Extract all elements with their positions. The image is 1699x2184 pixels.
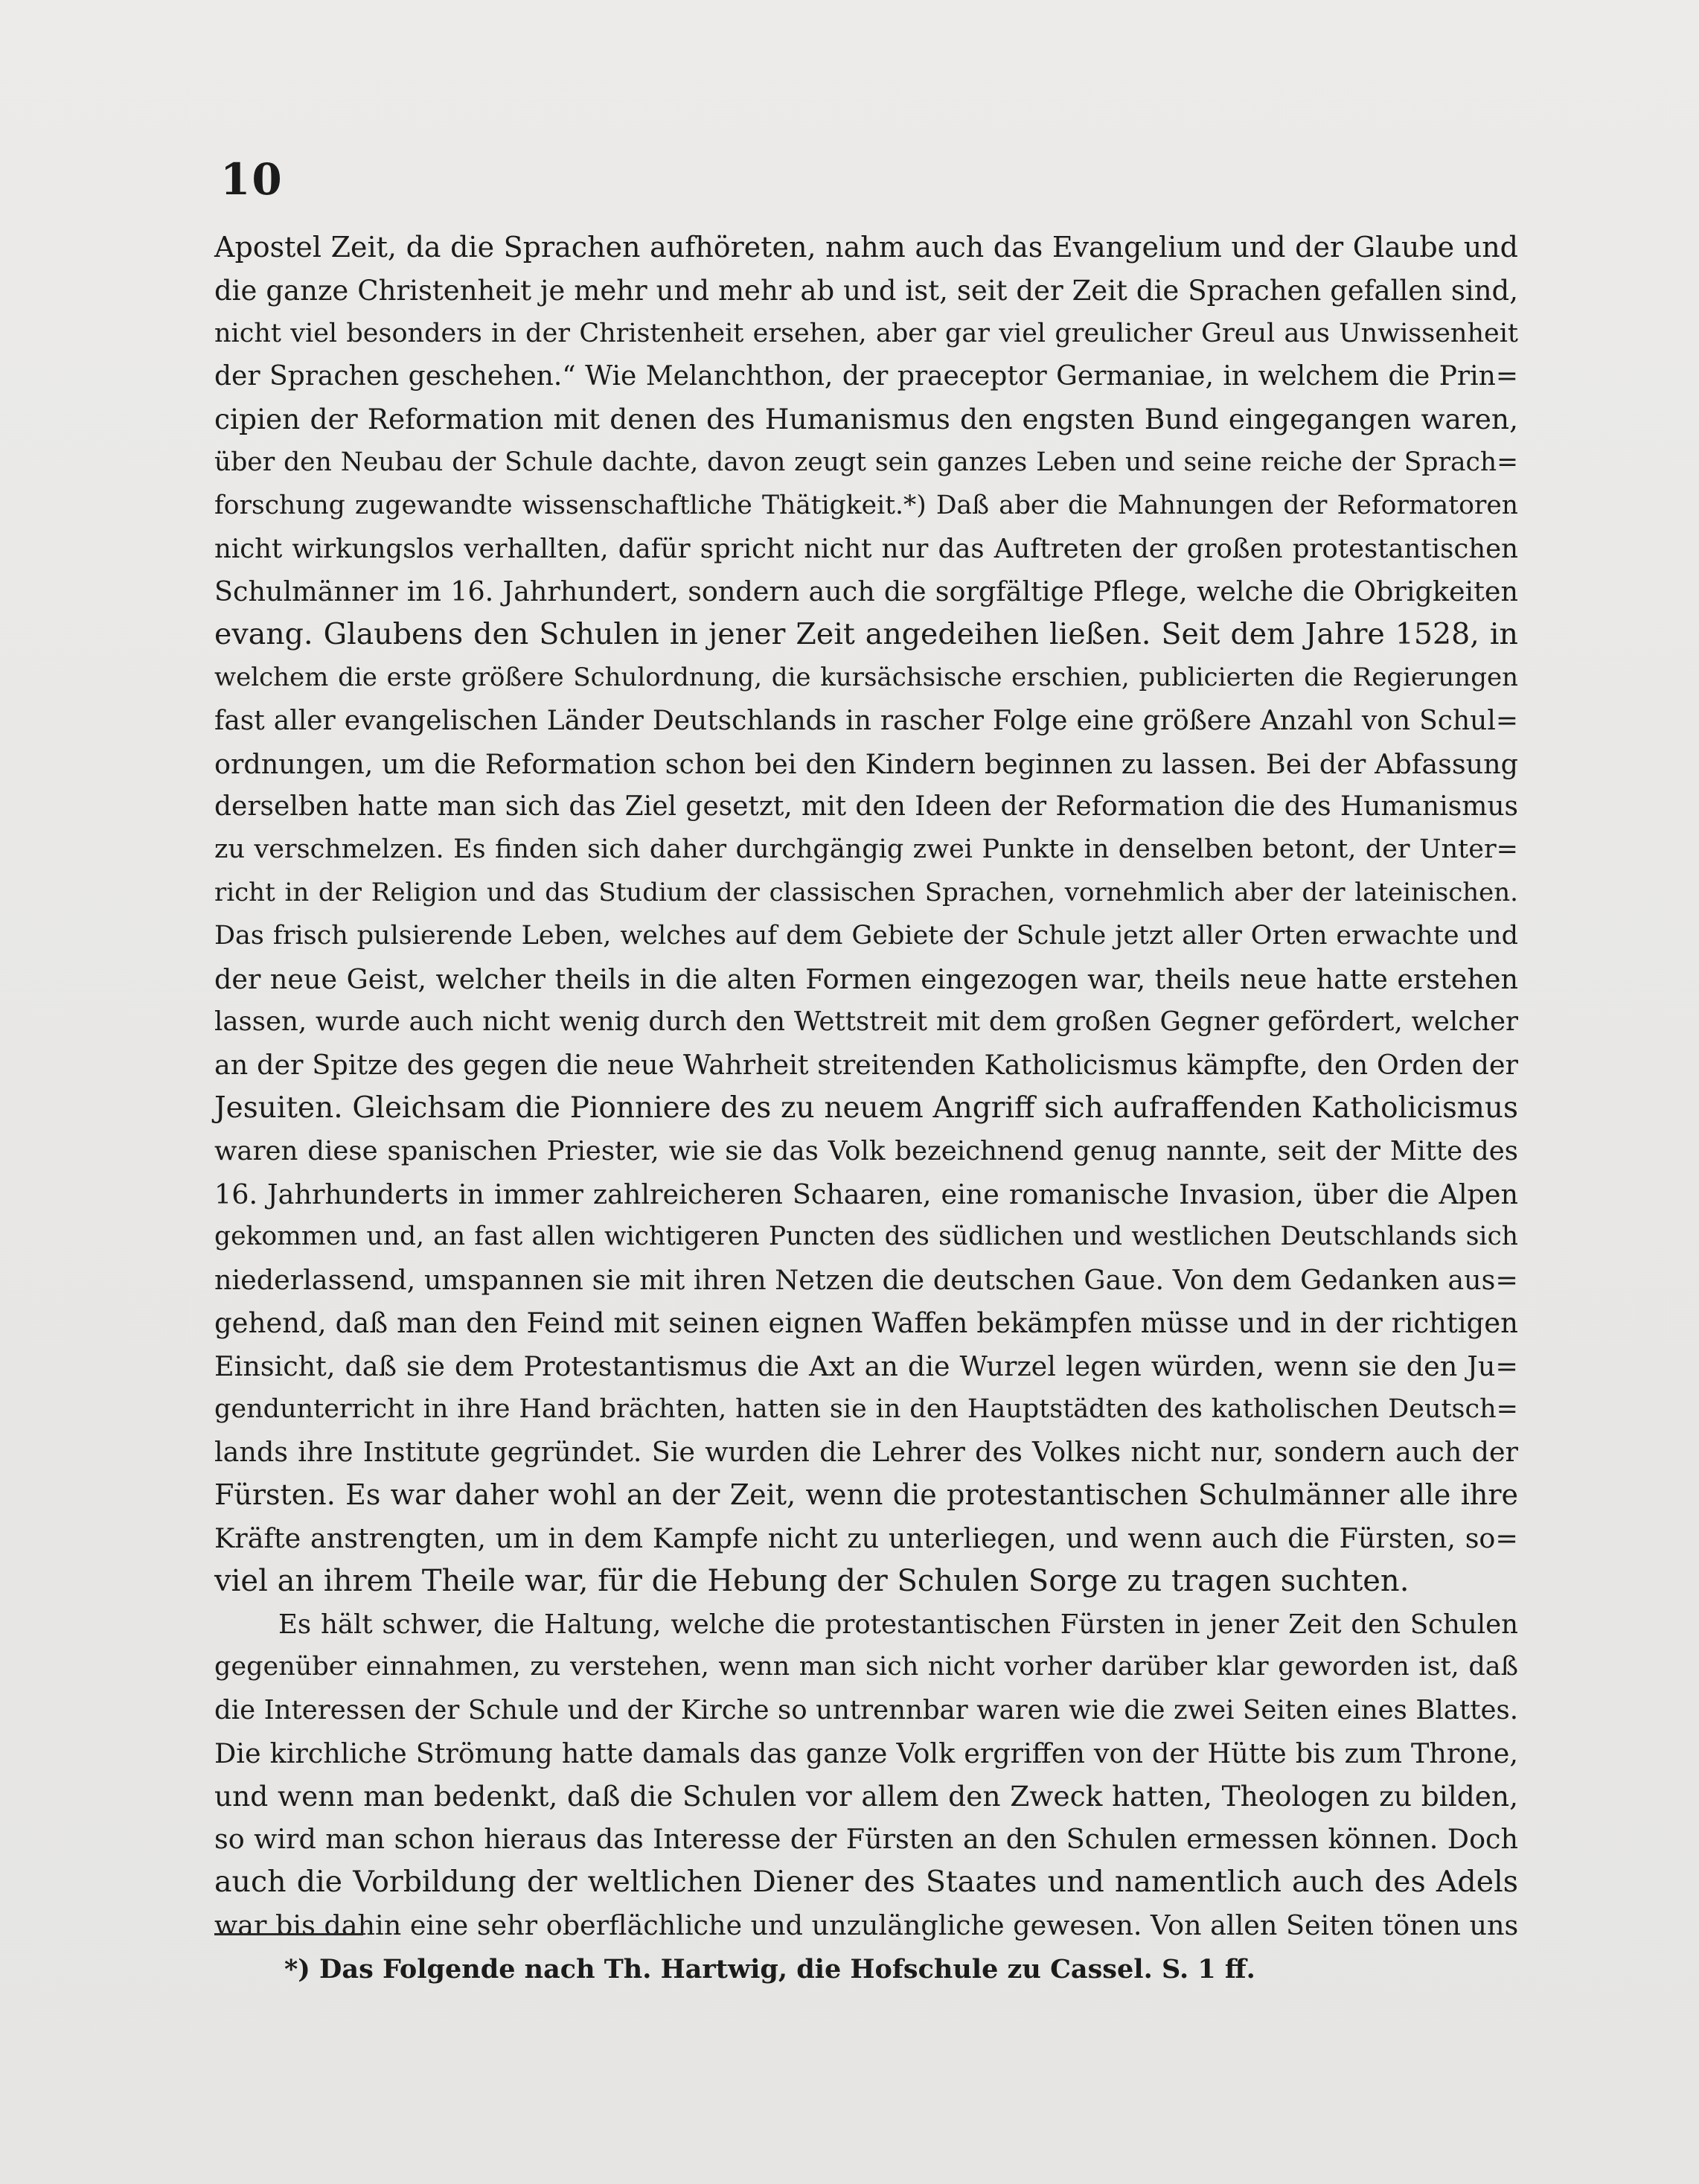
text-line: die Interessen der Schule und der Kirche so untrennbar waren wie die zwei Seiten eines Blattes.	[214, 1695, 1518, 1726]
text-line: der neue Geist, welcher theils in die alten Formen eingezogen war, theils neue hatte erstehen	[214, 962, 1518, 995]
text-line: Apostel Zeit, da die Sprachen aufhöreten, nahm auch das Evangelium und der Glaube und	[214, 231, 1518, 264]
text-line: und wenn man bedenkt, daß die Schulen vor allem den Zweck hatten, Theologen zu bilden,	[214, 1779, 1518, 1813]
text-line: derselben hatte man sich das Ziel gesetzt, mit den Ideen der Reformation die des Humanismus	[214, 791, 1518, 823]
footnote-rule	[214, 1933, 363, 1935]
text-line: welchem die erste größere Schulordnung, die kursächsische erschien, publicierten die Regierungen	[214, 662, 1518, 692]
body-text	[214, 226, 1518, 1947]
text-line: fast aller evangelischen Länder Deutschlands in rascher Folge eine größere Anzahl von Schul=	[214, 705, 1518, 736]
text-line: richt in der Religion und das Studium der classischen Sprachen, vornehmlich aber der lateinischen.	[214, 877, 1518, 907]
text-line: gegenüber einnahmen, zu verstehen, wenn man sich nicht vorher darüber klar geworden ist, daß	[214, 1652, 1518, 1682]
text-line: Das frisch pulsierende Leben, welches auf dem Gebiete der Schule jetzt aller Orten erwachte und	[214, 920, 1518, 951]
text-line: lands ihre Institute gegründet. Sie wurden die Lehrer des Volkes nicht nur, sondern auch der	[214, 1436, 1518, 1469]
text-line: Einsicht, daß sie dem Protestantismus die Axt an die Wurzel legen würden, wenn sie den Ju=	[214, 1350, 1518, 1382]
text-line: 16. Jahrhunderts in immer zahlreicheren Schaaren, eine romanische Invasion, über die Alpen	[214, 1178, 1518, 1210]
text-line: die ganze Christenheit je mehr und mehr ab und ist, seit der Zeit die Sprachen gefallen sind,	[214, 274, 1518, 307]
text-line: zu verschmelzen. Es finden sich daher durchgängig zwei Punkte in denselben betont, der Unter=	[214, 834, 1518, 865]
footnote: *) Das Folgende nach Th. Hartwig, die Hofschule zu Cassel. S. 1 ff.	[284, 1954, 1255, 1985]
text-line: war bis dahin eine sehr oberflächliche und unzulängliche gewesen. Von allen Seiten tönen uns	[214, 1909, 1519, 1942]
text-line: gekommen und, an fast allen wichtigeren Puncten des südlichen und westlichen Deutschlands sich	[214, 1222, 1518, 1252]
text-line: nicht viel besonders in der Christenheit ersehen, aber gar viel greulicher Greul aus Unwissenheit	[214, 318, 1518, 348]
text-line: niederlassend, umspannen sie mit ihren Netzen die deutschen Gaue. Von dem Gedanken aus=	[214, 1264, 1518, 1297]
text-line: Schulmänner im 16. Jahrhundert, sondern auch die sorgfältige Pflege, welche die Obrigkeiten	[214, 575, 1518, 608]
text-line: ordnungen, um die Reformation schon bei den Kindern beginnen zu lassen. Bei der Abfassung	[214, 747, 1518, 780]
text-line: gehend, daß man den Feind mit seinen eignen Waffen bekämpfen müsse und in der richtigen	[214, 1306, 1518, 1339]
text-line: Es hält schwer, die Haltung, welche die protestantischen Fürsten in jener Zeit den Schulen	[278, 1609, 1518, 1640]
text-line: auch die Vorbildung der weltlichen Diener des Staates und namentlich auch des Adels	[214, 1865, 1518, 1900]
text-line: über den Neubau der Schule dachte, davon zeugt sein ganzes Leben und seine reiche der Sprach=	[214, 447, 1518, 477]
text-line: waren diese spanischen Priester, wie sie das Volk bezeichnend genug nannte, seit der Mitte des	[214, 1135, 1518, 1166]
page-number: 10	[220, 154, 284, 205]
text-line: nicht wirkungslos verhallten, dafür spricht nicht nur das Auftreten der großen protestantischen	[214, 533, 1518, 564]
text-line: so wird man schon hieraus das Interesse der Fürsten an den Schulen ermessen können. Doch	[214, 1823, 1518, 1856]
text-line: cipien der Reformation mit denen des Humanismus den engsten Bund eingegangen waren,	[214, 403, 1518, 436]
text-line: der Sprachen geschehen.“ Wie Melanchthon, der praeceptor Germaniae, in welchem die Prin=	[214, 361, 1518, 392]
text-line: Jesuiten. Gleichsam die Pionniere des zu neuem Angriff sich aufraffenden Katholicismus	[214, 1091, 1518, 1125]
text-line: evang. Glaubens den Schulen in jener Zeit angedeihen ließen. Seit dem Jahre 1528, in	[214, 617, 1518, 652]
text-line: an der Spitze des gegen die neue Wahrheit streitenden Katholicismus kämpfte, den Orden der	[214, 1049, 1518, 1082]
text-line: Kräfte anstrengten, um in dem Kampfe nicht zu unterliegen, und wenn auch die Fürsten, so=	[214, 1522, 1518, 1554]
text-line: gendunterricht in ihre Hand brächten, hatten sie in den Hauptstädten des katholischen Deutsch=	[214, 1393, 1518, 1424]
text-line: forschung zugewandte wissenschaftliche Thätigkeit.*) Daß aber die Mahnungen der Reformatoren	[214, 490, 1518, 520]
text-line: viel an ihrem Theile war, für die Hebung der Schulen Sorge zu tragen suchten.	[214, 1563, 1410, 1598]
text-line: Fürsten. Es war daher wohl an der Zeit, wenn die protestantischen Schulmänner alle ihre	[214, 1478, 1518, 1512]
text-line: lassen, wurde auch nicht wenig durch den Wettstreit mit dem großen Gegner gefördert, welcher	[214, 1006, 1518, 1038]
text-line: Die kirchliche Strömung hatte damals das ganze Volk ergriffen von der Hütte bis zum Throne,	[214, 1737, 1518, 1769]
